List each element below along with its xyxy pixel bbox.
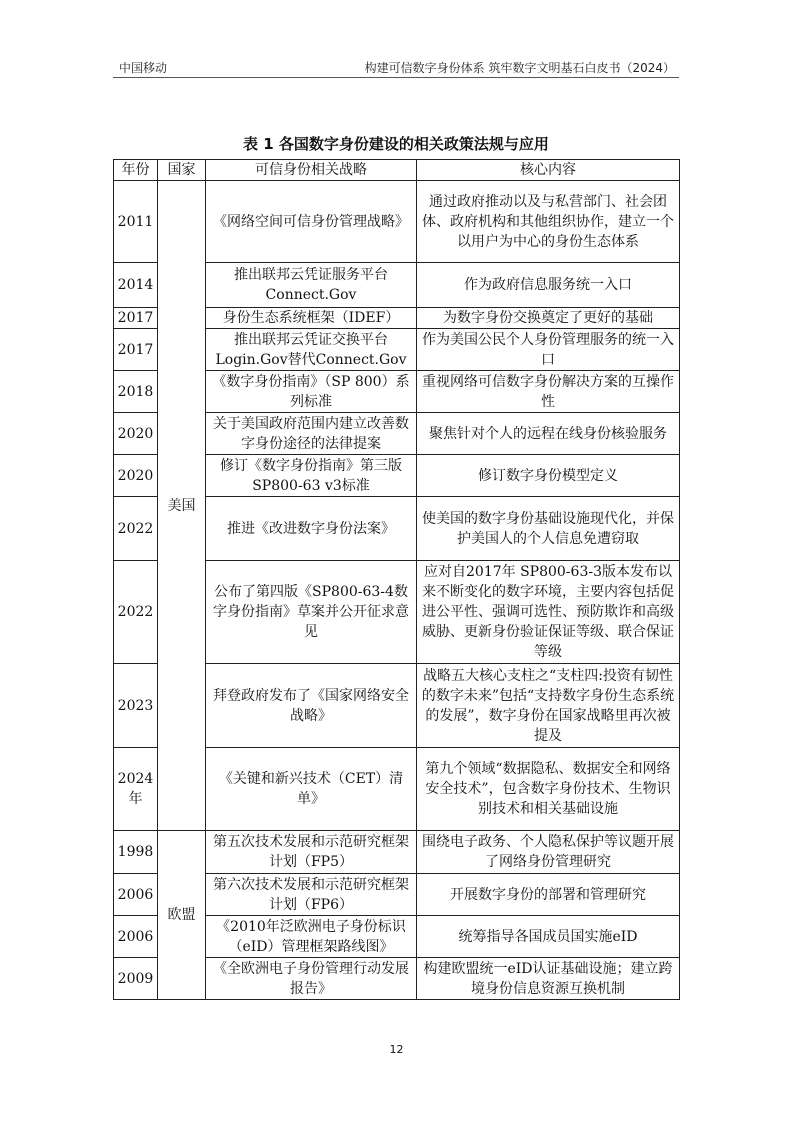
cell-year: 2017 — [114, 308, 158, 329]
cell-strategy: 第六次技术发展和示范研究框架计划（FP6） — [206, 874, 417, 916]
cell-year: 2017 — [114, 329, 158, 371]
cell-strategy: 《全欧洲电子身份管理行动发展报告》 — [206, 958, 417, 1000]
cell-strategy: 关于美国政府范围内建立改善数字身份途径的法律提案 — [206, 413, 417, 455]
cell-year: 2020 — [114, 455, 158, 497]
cell-year: 2006 — [114, 874, 158, 916]
policy-table — [113, 159, 680, 1000]
cell-year: 2024年 — [114, 748, 158, 831]
header-strategy: 可信身份相关战略 — [206, 160, 417, 181]
cell-strategy: 《网络空间可信身份管理战略》 — [206, 181, 417, 263]
cell-strategy: 《2010年泛欧洲电子身份标识（eID）管理框架路线图》 — [206, 916, 417, 958]
header-divider — [113, 77, 679, 78]
cell-strategy: 推进《改进数字身份法案》 — [206, 497, 417, 561]
cell-strategy: 身份生态系统框架（IDEF） — [206, 308, 417, 329]
table-caption: 表 1 各国数字身份建设的相关政策法规与应用 — [243, 135, 549, 153]
cell-year: 2009 — [114, 958, 158, 1000]
cell-strategy: 修订《数字身份指南》第三版SP800-63 v3标准 — [206, 455, 417, 497]
cell-content: 构建欧盟统一eID认证基础设施；建立跨境身份信息资源互换机制 — [417, 958, 680, 1000]
cell-year: 2020 — [114, 413, 158, 455]
cell-strategy: 推出联邦云凭证服务平台Connect.Gov — [206, 263, 417, 308]
cell-year: 2022 — [114, 561, 158, 664]
header-org: 中国移动 — [119, 61, 168, 75]
page-number: 12 — [389, 1043, 404, 1056]
cell-strategy: 第五次技术发展和示范研究框架计划（FP5） — [206, 831, 417, 874]
table-header-row — [114, 160, 680, 181]
cell-content: 开展数字身份的部署和管理研究 — [417, 874, 680, 916]
header-content: 核心内容 — [417, 160, 680, 181]
cell-content: 第九个领域“数据隐私、数据安全和网络安全技术”，包含数字身份技术、生物识别技术和相关基础设施 — [417, 748, 680, 831]
cell-content: 作为政府信息服务统一入口 — [417, 263, 680, 308]
cell-year: 2006 — [114, 916, 158, 958]
cell-content: 重视网络可信数字身份解决方案的互操作性 — [417, 371, 680, 413]
header-country: 国家 — [158, 160, 206, 181]
table-row — [114, 181, 680, 263]
cell-content: 应对自2017年 SP800-63-3版本发布以来不断变化的数字环境，主要内容包括促进公平性、强调可选性、预防欺诈和高级威胁、更新身份验证保证等级、联合保证等级 — [417, 561, 680, 664]
cell-content: 作为美国公民个人身份管理服务的统一入口 — [417, 329, 680, 371]
cell-year: 2011 — [114, 181, 158, 263]
cell-country-us: 美国 — [158, 181, 206, 831]
cell-content: 修订数字身份模型定义 — [417, 455, 680, 497]
cell-year: 2014 — [114, 263, 158, 308]
cell-content: 战略五大核心支柱之“支柱四:投资有韧性的数字未来”包括“支持数字身份生态系统的发展”，数字身份在国家战略里再次被提及 — [417, 664, 680, 748]
cell-year: 2023 — [114, 664, 158, 748]
cell-year: 2018 — [114, 371, 158, 413]
table-row — [114, 831, 680, 874]
cell-content: 通过政府推动以及与私营部门、社会团体、政府机构和其他组织协作，建立一个以用户为中心的身份生态体系 — [417, 181, 680, 263]
cell-strategy: 《关键和新兴技术（CET）清单》 — [206, 748, 417, 831]
page-header — [113, 56, 679, 76]
cell-year: 2022 — [114, 497, 158, 561]
cell-content: 为数字身份交换奠定了更好的基础 — [417, 308, 680, 329]
cell-content: 使美国的数字身份基础设施现代化，并保护美国人的个人信息免遭窃取 — [417, 497, 680, 561]
cell-strategy: 《数字身份指南》（SP 800）系列标准 — [206, 371, 417, 413]
cell-content: 统筹指导各国成员国实施eID — [417, 916, 680, 958]
cell-strategy: 公布了第四版《SP800-63-4数字身份指南》草案并公开征求意见 — [206, 561, 417, 664]
cell-strategy: 推出联邦云凭证交换平台Login.Gov替代Connect.Gov — [206, 329, 417, 371]
cell-content: 聚焦针对个人的远程在线身份核验服务 — [417, 413, 680, 455]
header-year: 年份 — [114, 160, 158, 181]
cell-strategy: 拜登政府发布了《国家网络安全战略》 — [206, 664, 417, 748]
cell-content: 围绕电子政务、个人隐私保护等议题开展了网络身份管理研究 — [417, 831, 680, 874]
cell-year: 1998 — [114, 831, 158, 874]
cell-country-eu: 欧盟 — [158, 831, 206, 1000]
header-doc-title: 构建可信数字身份体系 筑牢数字文明基石白皮书（2024） — [364, 61, 675, 75]
